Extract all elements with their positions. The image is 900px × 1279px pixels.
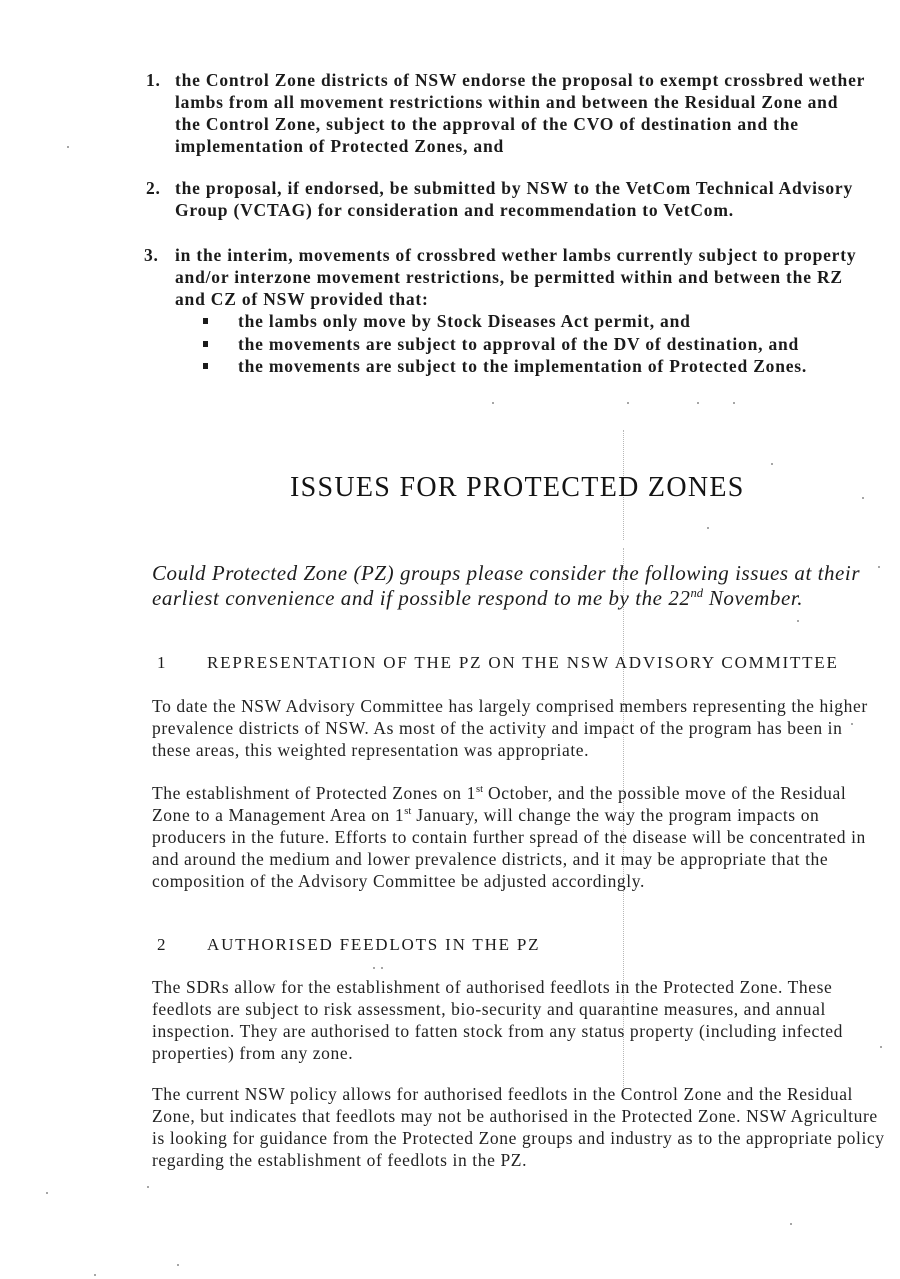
bullet-icon xyxy=(203,318,208,324)
paragraph-line: is looking for guidance from the Protected Zone groups and industry as to the appropriate policy xyxy=(152,1128,885,1148)
scan-speck xyxy=(880,1046,882,1048)
body-paragraph xyxy=(152,1083,885,1171)
paragraph-line xyxy=(152,804,866,826)
scan-speck xyxy=(707,527,709,529)
bullet-text: the movements are subject to the implementation of Protected Zones. xyxy=(238,356,808,376)
bullet-text: the movements are subject to approval of the DV of destination, and xyxy=(238,333,800,354)
paragraph-line: The current NSW policy allows for authorised feedlots in the Control Zone and the Residual xyxy=(152,1084,854,1104)
paragraph-line: inspection. They are authorised to fatten stock from any status property (including infected xyxy=(152,1021,844,1041)
paragraph-line: properties) from any zone. xyxy=(152,1043,354,1063)
list-item xyxy=(144,244,857,378)
scan-speck xyxy=(381,967,383,969)
scan-speck xyxy=(67,146,69,148)
paragraph-line: To date the NSW Advisory Committee has largely comprised members representing the higher xyxy=(152,696,868,716)
paragraph-line: regarding the establishment of feedlots in the PZ. xyxy=(152,1150,528,1170)
list-item-number: 1. xyxy=(146,70,161,90)
paragraph-text: Zone to a Management Area on 1 xyxy=(152,805,405,825)
section-number: 1 xyxy=(157,653,168,672)
scan-speck xyxy=(492,402,494,404)
scan-speck xyxy=(790,1223,792,1225)
list-item-number: 3. xyxy=(144,245,159,265)
intro-text: November. xyxy=(703,586,804,610)
scan-speck xyxy=(771,463,773,465)
list-item-line: and/or interzone movement restrictions, be permitted within and between the RZ xyxy=(175,267,843,287)
bullet-item xyxy=(175,333,856,356)
list-item-line: and CZ of NSW provided that: xyxy=(175,289,429,309)
paragraph-line: composition of the Advisory Committee be adjusted accordingly. xyxy=(152,871,645,891)
bullet-icon xyxy=(203,363,208,369)
ordinal-suffix: st xyxy=(475,784,483,796)
paragraph-line: these areas, this weighted representation was appropriate. xyxy=(152,740,590,760)
paragraph-text: October, and the possible move of the Residual xyxy=(483,783,847,803)
intro-text: earliest convenience and if possible respond to me by the 22 xyxy=(152,586,691,610)
list-item-line: lambs from all movement restrictions within and between the Residual Zone and xyxy=(175,92,839,112)
scan-speck xyxy=(697,402,699,404)
intro-line: Could Protected Zone (PZ) groups please consider the following issues at their xyxy=(152,561,861,585)
paragraph-line: feedlots are subject to risk assessment, bio-security and quarantine measures, and annual xyxy=(152,999,826,1019)
list-item-line: the Control Zone, subject to the approval of the CVO of destination and the xyxy=(175,114,799,134)
body-paragraph xyxy=(152,695,868,761)
paragraph-line: and around the medium and lower prevalence districts, and it may be appropriate that the xyxy=(152,849,829,869)
scan-speck xyxy=(862,497,864,499)
paragraph-text: The establishment of Protected Zones on 1 xyxy=(152,783,476,803)
section-heading xyxy=(157,934,857,956)
bullet-icon xyxy=(203,341,208,347)
paragraph-line: The SDRs allow for the establishment of authorised feedlots in the Protected Zone. These xyxy=(152,977,833,997)
list-item-line: Group (VCTAG) for consideration and recommendation to VetCom. xyxy=(175,200,734,220)
list-item xyxy=(146,177,854,221)
scan-speck xyxy=(627,402,629,404)
list-item-line: the Control Zone districts of NSW endorse the proposal to exempt crossbred wether xyxy=(175,70,866,90)
section-title: AUTHORISED FEEDLOTS IN THE PZ xyxy=(207,935,541,954)
paragraph-line: producers in the future. Efforts to contain further spread of the disease will be concentrated in xyxy=(152,827,866,847)
list-item-number: 2. xyxy=(146,178,161,198)
paragraph-line xyxy=(152,782,866,804)
scan-speck xyxy=(733,402,735,404)
list-item-line: in the interim, movements of crossbred wether lambs currently subject to property xyxy=(175,245,857,265)
body-paragraph xyxy=(152,782,866,892)
bullet-item xyxy=(175,355,856,378)
scan-speck xyxy=(373,967,375,969)
scan-speck xyxy=(46,1192,48,1194)
bullet-item xyxy=(175,310,856,333)
list-item xyxy=(146,69,866,157)
ordinal-suffix: st xyxy=(404,806,412,818)
intro-paragraph xyxy=(152,561,860,611)
page-title: ISSUES FOR PROTECTED ZONES xyxy=(290,472,745,503)
intro-line xyxy=(152,586,860,611)
bullet-text: the lambs only move by Stock Diseases Act permit, and xyxy=(238,311,691,331)
list-item-line: implementation of Protected Zones, and xyxy=(175,136,505,156)
scan-speck xyxy=(177,1264,179,1266)
section-number: 2 xyxy=(157,935,168,954)
section-heading xyxy=(157,652,857,674)
body-paragraph xyxy=(152,976,843,1064)
section-title: REPRESENTATION OF THE PZ ON THE NSW ADVISORY COMMITTEE xyxy=(207,653,839,672)
scan-speck xyxy=(94,1274,96,1276)
scan-speck xyxy=(878,566,880,568)
scan-speck xyxy=(797,620,799,622)
paragraph-text: January, will change the way the program impacts on xyxy=(411,805,820,825)
list-item-line: the proposal, if endorsed, be submitted by NSW to the VetCom Technical Advisory xyxy=(175,178,854,198)
paragraph-line: Zone, but indicates that feedlots may not be authorised in the Protected Zone. NSW Agriculture xyxy=(152,1106,878,1126)
scan-speck xyxy=(147,1186,149,1188)
ordinal-suffix: nd xyxy=(690,586,704,600)
paragraph-line: prevalence districts of NSW. As most of the activity and impact of the program has been in xyxy=(152,718,843,738)
